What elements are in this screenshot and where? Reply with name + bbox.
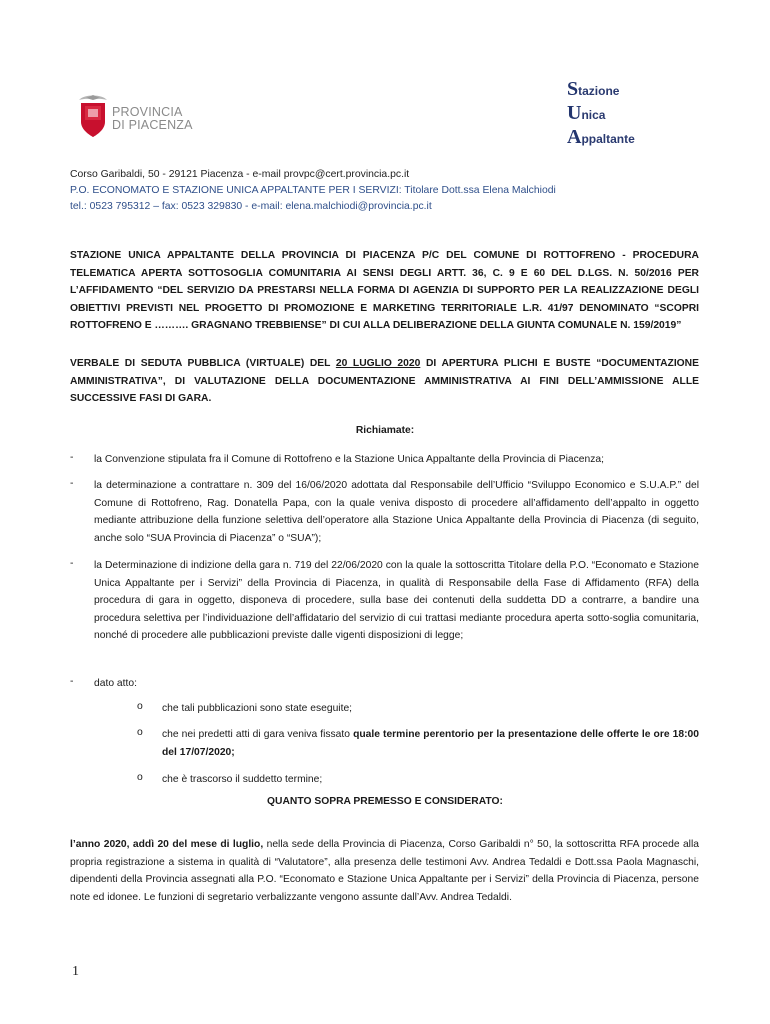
list-item: la Convenzione stipulata fra il Comune di Rottofreno e la Stazione Unica Appaltante della Provincia di Piacenza;	[94, 454, 604, 465]
sub-bullet-icon: o	[137, 727, 143, 738]
sua-logo-row-1: Stazione	[567, 78, 620, 100]
list-item: la determinazione a contrattare n. 309 del 16/06/2020 adottata dal Responsabile dell’Ufficio “Sviluppo Economico e S.U.A.P.” del Comune di Rottofreno, Rag. Donatella Papa, con la quale veniva disposto di procedere all’affidamento dell’appalto in oggetto mediante attribuzione della funzione selettiva dell’operatore alla Stazione Unica Appaltante della Provincia di Piacenza (di seguito, anche solo “SUA Provincia di Piacenza” o “SUA”);	[94, 480, 699, 544]
sub-bullet-icon: o	[137, 772, 143, 783]
final-paragraph: l’anno 2020, addì 20 del mese di luglio, nella sede della Provincia di Piacenza, Corso Garibaldi n° 50, la sottoscritta RFA procede alla propria registrazione a sistema in qualità di “Valutatore”, alla presenza delle testimoni Avv. Andrea Tedaldi e Dott.ssa Paola Magnaschi, dipendenti della Provincia assegnati alla P.O. “Economato e Stazione Unica Appaltante per i Servizi” della Provincia di Piacenza, persone note ed idonee. Le funzioni di segretario verbalizzante vengono assunte dall’Avv. Andrea Tedaldi.	[70, 839, 699, 903]
list-item: la Determinazione di indizione della gara n. 719 del 22/06/2020 con la quale la sottoscritta Titolare della P.O. “Economato e Stazione Unica Appaltante per i Servizi” della Provincia di Piacenza, in qualità di Responsabile della Fase di Affidamento (RFA) della procedura di gara in oggetto, disponeva di procedere, sulla base dei contenuti della suddetta DD a contrarre, a bandire una procedura selettiva per l’individuazione dell’affidatario del servizio di cui trattasi mediante procedura aperta sotto-soglia comunitaria, nonché di procedere alle pubblicazioni previste dalle vigenti disposizioni di legge;	[94, 560, 699, 642]
document-title: STAZIONE UNICA APPALTANTE DELLA PROVINCIA DI PIACENZA P/C DEL COMUNE DI ROTTOFRENO - PROCEDURA TELEMATICA APERTA SOTTOSOGLIA COMUNITARIA AI SENSI DEGLI ARTT. 36, C. 9 E 60 DEL D.LGS. N. 50/2016 PER L’AFFIDAMENTO “DEL SERVIZIO DA PRESTARSI NELLA FORMA DI AGENZIA DI SUPPORTO PER LA REALIZZAZIONE DEGLI OBIETTIVI PREVISTI NEL PROGETTO DI PROMOZIONE E MARKETING TERRITORIALE L.R. 41/97 DENOMINATO “SCOPRI ROTTOFRENO E ………. GRAGNANO TREBBIENSE” DI CUI ALLA DELIBERAZIONE DELLA GIUNTA COMUNALE N. 159/2019”	[70, 250, 699, 332]
sub-bullet-icon: o	[137, 701, 143, 712]
sub-list-item: che è trascorso il suddetto termine;	[162, 774, 323, 785]
verbale-heading: VERBALE DI SEDUTA PUBBLICA (VIRTUALE) DEL 20 LUGLIO 2020 DI APERTURA PLICHI E BUSTE “DOCUMENTAZIONE AMMINISTRATIVA”, DI VALUTAZIONE DELLA DOCUMENTAZIONE AMMINISTRATIVA AI FINI DELL’AMMISSIONE ALLE SUCCESSIVE FASI DI GARA.	[70, 358, 699, 405]
list-item: dato atto:	[94, 678, 137, 689]
quanto-heading: QUANTO SOPRA PREMESSO E CONSIDERATO:	[267, 796, 503, 807]
contact-address: Corso Garibaldi, 50 - 29121 Piacenza - e-mail provpc@cert.provincia.pc.it	[70, 169, 410, 180]
page-number: 1	[72, 964, 79, 979]
list-dash: -	[70, 676, 74, 687]
richiamate-heading: Richiamate:	[355, 425, 415, 436]
provincia-logo-text: PROVINCIA DI PIACENZA	[112, 105, 193, 132]
contact-office: P.O. ECONOMATO E STAZIONE UNICA APPALTANTE PER I SERVIZI: Titolare Dott.ssa Elena Malchiodi	[70, 185, 556, 196]
provincia-seal-icon	[76, 94, 110, 140]
provincia-logo	[76, 94, 216, 142]
list-dash: -	[70, 478, 74, 489]
contact-phone-email: tel.: 0523 795312 – fax: 0523 329830 - e-mail: elena.malchiodi@provincia.pc.it	[70, 201, 432, 212]
verbale-date: 20 LUGLIO 2020	[335, 358, 421, 369]
list-dash: -	[70, 558, 74, 569]
sub-list-item: che nei predetti atti di gara veniva fissato quale termine perentorio per la presentazione delle offerte le ore 18:00 del 17/07/2020;	[162, 729, 699, 758]
sua-logo	[567, 78, 667, 150]
sua-logo-row-3: Appaltante	[567, 126, 635, 148]
list-dash: -	[70, 452, 74, 463]
sub-list-item: che tali pubblicazioni sono state eseguite;	[162, 703, 353, 714]
sua-logo-row-2: Unica	[567, 102, 606, 124]
